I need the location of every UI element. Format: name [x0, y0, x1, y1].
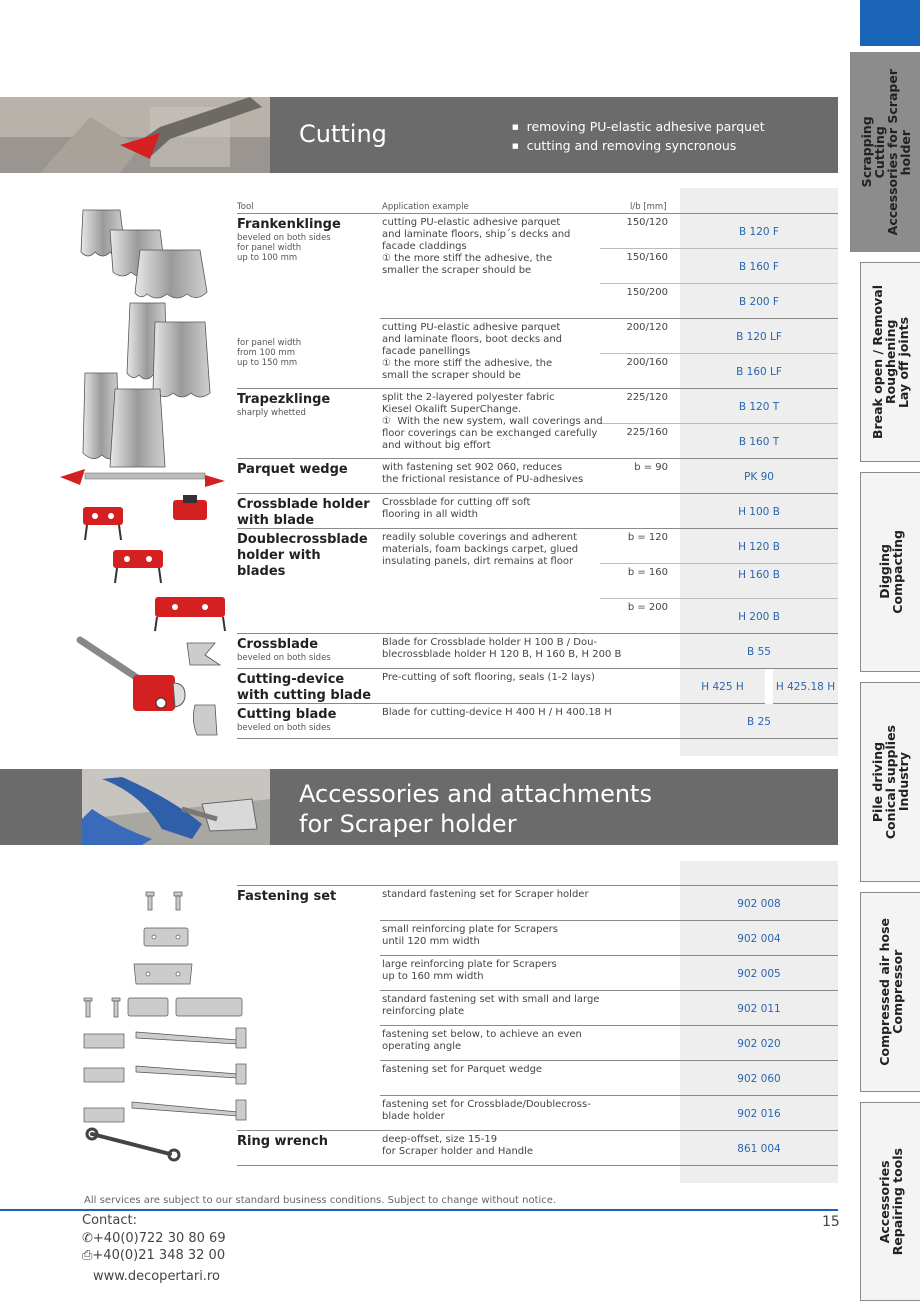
size-value: 150/120: [626, 217, 668, 228]
product-code[interactable]: B 55: [747, 646, 771, 658]
cutting-bullets: [512, 119, 765, 157]
page-number: 15: [822, 1214, 840, 1230]
app-trapezklinge: split the 2-layered polyester fabric Kiesel Okalift SuperChange. ① With the new system, wall coverings and floor coverings can be exchanged carefully and without big effort: [382, 392, 603, 451]
accessory-desc: small reinforcing plate for Scrapers until 120 mm width: [382, 924, 558, 947]
accessory-desc: standard fastening set with small and large reinforcing plate: [382, 994, 600, 1017]
product-code[interactable]: 902 011: [737, 1003, 781, 1015]
tab-digging[interactable]: [860, 472, 920, 672]
size-value: b = 120: [627, 532, 668, 543]
row-divider: [600, 248, 838, 249]
tab-accessories-repairing[interactable]: [860, 1102, 920, 1301]
row-divider: [237, 493, 838, 494]
accessory-desc: fastening set for Crossblade/Doublecross- blade holder: [382, 1099, 591, 1122]
size-value: 200/160: [626, 357, 668, 368]
accessory-fastening-set: Fastening set: [237, 889, 337, 904]
product-code[interactable]: H 120 B: [738, 541, 780, 553]
product-code[interactable]: 902 020: [737, 1038, 781, 1050]
accessory-desc: deep-offset, size 15-19 for Scraper holder and Handle: [382, 1134, 534, 1157]
tab-label: Compressed air hose Compressor: [876, 918, 905, 1066]
row-divider: [237, 738, 838, 739]
tab-label: Scrapping Cutting Accessories for Scraper holder: [858, 68, 913, 236]
tool-cutting-device: Cutting-device with cutting blade: [237, 672, 372, 703]
app-parquet-wedge: with fastening set 902 060, reduces the frictional resistance of PU-adhesives: [382, 462, 584, 485]
row-divider: [237, 885, 838, 886]
product-code[interactable]: H 425.18 H: [775, 681, 836, 693]
product-code[interactable]: B 160 LF: [736, 366, 782, 378]
size-value: 225/120: [626, 392, 668, 403]
header-size: l/b [mm]: [630, 202, 667, 212]
size-value: 225/160: [626, 427, 668, 438]
row-divider: [600, 423, 838, 424]
fax-icon: ⎙: [82, 1248, 93, 1263]
row-divider: [237, 213, 838, 214]
accessory-desc: large reinforcing plate for Scrapers up to 160 mm width: [382, 959, 557, 982]
row-divider: [380, 1060, 838, 1061]
row-divider: [237, 668, 838, 669]
row-divider: [380, 1095, 838, 1096]
row-divider: [600, 353, 838, 354]
header-application: Application example: [382, 202, 469, 212]
accessories-photo: [82, 769, 270, 845]
row-divider: [380, 318, 838, 319]
app-cutting-device: Pre-cutting of soft flooring, seals (1-2 lays): [382, 672, 595, 683]
product-code[interactable]: B 120 LF: [736, 331, 782, 343]
phone-line: [82, 1231, 226, 1246]
tab-pile-driving[interactable]: [860, 682, 920, 882]
cutting-photo: [0, 97, 270, 173]
product-code[interactable]: 861 004: [737, 1143, 781, 1155]
app-frankenklinge: cutting PU-elastic adhesive parquet and laminate floors, ship´s decks and facade claddings ① the more stiff the adhesive, the smaller the scraper should be: [382, 217, 571, 276]
row-divider: [237, 633, 838, 634]
product-code[interactable]: 902 008: [737, 898, 781, 910]
product-code[interactable]: 902 005: [737, 968, 781, 980]
cutting-banner: [0, 97, 838, 173]
product-code[interactable]: B 160 F: [739, 261, 779, 273]
row-divider: [380, 955, 838, 956]
row-divider: [600, 598, 838, 599]
product-code[interactable]: 902 016: [737, 1108, 781, 1120]
tool-frankenklinge-lf-sub: for panel width from 100 mm up to 150 mm: [237, 338, 302, 368]
tool-trapezklinge: Trapezklinge: [237, 392, 331, 407]
fax-line: [82, 1248, 225, 1263]
tool-doublecrossblade: Doublecrossblade holder with blades: [237, 532, 368, 579]
tool-crossblade-sub: beveled on both sides: [237, 653, 331, 663]
phone-number[interactable]: +40(0)722 30 80 69: [92, 1231, 226, 1246]
tool-cutting-blade-sub: beveled on both sides: [237, 723, 331, 733]
row-divider: [380, 1025, 838, 1026]
row-divider: [600, 563, 838, 564]
product-code[interactable]: 902 060: [737, 1073, 781, 1085]
app-crossblade-holder: Crossblade for cutting off soft flooring in all width: [382, 497, 531, 520]
accessory-desc: fastening set for Parquet wedge: [382, 1064, 543, 1075]
accessories-title: [299, 779, 652, 839]
size-value: 150/160: [626, 252, 668, 263]
fax-number[interactable]: +40(0)21 348 32 00: [92, 1248, 226, 1263]
tool-cutting-blade: Cutting blade: [237, 707, 337, 722]
tab-break-open[interactable]: [860, 262, 920, 462]
website-link[interactable]: www.decopertari.ro: [93, 1269, 220, 1284]
cutting-title: Cutting: [299, 120, 387, 148]
tool-frankenklinge-sub: beveled on both sides for panel width up to 100 mm: [237, 233, 331, 263]
tool-crossblade: Crossblade: [237, 637, 319, 652]
product-code[interactable]: PK 90: [744, 471, 774, 483]
accessory-ring-wrench: Ring wrench: [237, 1134, 329, 1149]
tab-label: Break open / Removal Roughening Lay off joints: [870, 284, 911, 440]
tab-label: Digging Compacting: [876, 530, 905, 614]
product-code[interactable]: B 200 F: [739, 296, 779, 308]
size-value: 150/200: [626, 287, 668, 298]
tab-compressed-air[interactable]: [860, 892, 920, 1092]
size-value: b = 160: [627, 567, 668, 578]
product-code[interactable]: B 25: [747, 716, 771, 728]
size-value: b = 200: [627, 602, 668, 613]
contact-label: Contact:: [82, 1213, 137, 1228]
tool-parquet-wedge: Parquet wedge: [237, 462, 348, 477]
row-divider: [600, 283, 838, 284]
footer-rule: [0, 1209, 838, 1211]
product-code[interactable]: H 200 B: [738, 611, 780, 623]
row-divider: [237, 1165, 838, 1166]
app-cutting-blade: Blade for cutting-device H 400 H / H 400.18 H: [382, 707, 612, 718]
accessories-illustration: [78, 888, 293, 1163]
product-code[interactable]: B 120 T: [738, 401, 780, 413]
accessories-banner: [0, 769, 838, 845]
tab-label: Accessories Repairing tools: [876, 1147, 905, 1256]
phone-icon: ✆: [82, 1231, 93, 1246]
cutting-products-illustration: [55, 205, 230, 745]
size-value: 200/120: [626, 322, 668, 333]
size-value: b = 90: [634, 462, 668, 473]
product-code[interactable]: B 120 F: [739, 226, 779, 238]
accessories-title-line2: for Scraper holder: [299, 810, 517, 838]
bullet-item: ■ cutting and removing syncronous: [512, 138, 765, 153]
header-tool: Tool: [237, 202, 254, 212]
product-code[interactable]: 902 004: [737, 933, 781, 945]
row-divider: [237, 1130, 838, 1131]
tool-trapezklinge-sub: sharply whetted: [237, 408, 306, 418]
row-divider: [380, 990, 838, 991]
product-code[interactable]: H 160 B: [738, 569, 780, 581]
tool-frankenklinge: Frankenklinge: [237, 217, 341, 232]
top-blue-tab: [860, 0, 920, 46]
row-divider: [380, 920, 838, 921]
tab-label: Pile driving Conical supplies Industry: [870, 724, 911, 840]
accessory-desc: standard fastening set for Scraper holder: [382, 889, 589, 900]
accessories-title-line1: Accessories and attachments: [299, 780, 652, 808]
disclaimer: All services are subject to our standard business conditions. Subject to change without notice.: [84, 1195, 557, 1206]
code-split-gap: [765, 669, 773, 704]
bullet-item: ■ removing PU-elastic adhesive parquet: [512, 119, 765, 134]
tool-crossblade-holder: Crossblade holder with blade: [237, 497, 370, 528]
tab-scrapping-cutting[interactable]: [850, 52, 920, 252]
accessory-desc: fastening set below, to achieve an even operating angle: [382, 1029, 582, 1052]
product-code[interactable]: B 160 T: [738, 436, 780, 448]
app-crossblade: Blade for Crossblade holder H 100 B / Dou- blecrossblade holder H 120 B, H 160 B, H 200 B: [382, 637, 622, 660]
app-doublecrossblade: readily soluble coverings and adherent materials, foam backings carpet, glued insulating panels, dirt remains at floor: [382, 532, 579, 567]
product-code[interactable]: H 100 B: [738, 506, 780, 518]
row-divider: [237, 458, 838, 459]
app-frankenklinge-lf: cutting PU-elastic adhesive parquet and laminate floors, boot decks and facade panellings ① the more stiff the adhesive, the small the scraper should be: [382, 322, 563, 381]
row-divider: [237, 388, 838, 389]
product-code[interactable]: H 425 H: [701, 681, 744, 693]
